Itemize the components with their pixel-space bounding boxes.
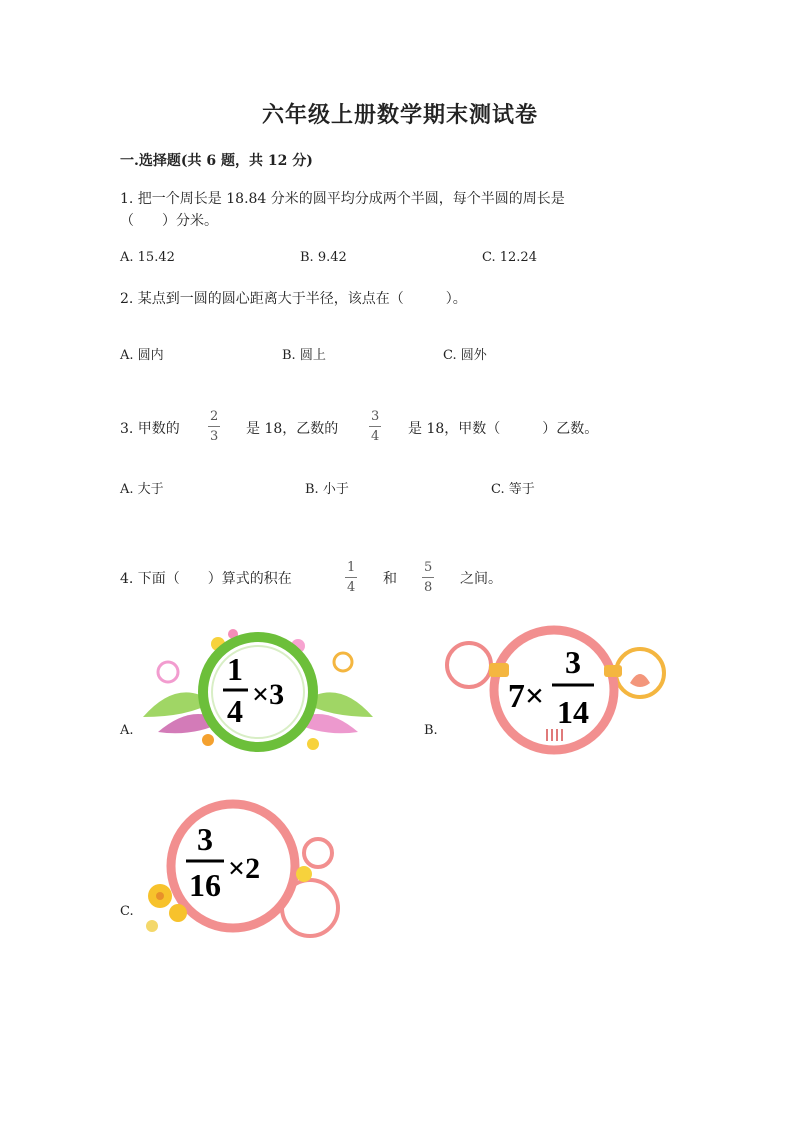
q1-option-b: B. 9.42: [300, 250, 347, 265]
q1-option-c: C. 12.24: [482, 250, 537, 265]
q4-option-a-image: [138, 622, 378, 762]
q4-option-c-multiplier: ×2: [228, 852, 261, 885]
decorative-ring-icon: [304, 839, 332, 867]
q4-option-b-image: [444, 625, 669, 755]
q4-option-c-denominator: 16: [189, 867, 221, 903]
q4-option-c-numerator: 3: [197, 821, 213, 857]
q3-fraction-2-denominator: 4: [371, 429, 380, 444]
q1-option-a: A. 15.42: [120, 250, 175, 265]
question-3-part-3: 是 18，甲数（ ）乙数。: [408, 421, 599, 437]
q4-option-c-label: C.: [120, 904, 134, 919]
q4-option-a-numerator: 1: [227, 651, 243, 687]
q4-fraction-2-denominator: 8: [424, 580, 433, 595]
question-3-part-1: 3. 甲数的: [120, 421, 180, 437]
q4-option-b-label: B.: [424, 723, 438, 738]
q3-fraction-2: [369, 410, 381, 443]
lotus-icon: [630, 674, 650, 687]
q3-fraction-1-denominator: 3: [210, 429, 219, 444]
q4-fraction-1: [345, 561, 357, 594]
decorative-ring-icon: [447, 643, 491, 687]
question-1-line-1: 1. 把一个周长是 18.84 分米的圆平均分成两个半圆，每个半圆的周长是: [120, 191, 565, 207]
q4-fraction-2: [422, 561, 434, 594]
q3-option-c: C. 等于: [491, 482, 535, 497]
q4-option-c-image: [140, 798, 345, 948]
question-3-part-2: 是 18，乙数的: [246, 421, 339, 437]
question-1-line-2: （ ）分米。: [120, 213, 218, 229]
q4-fraction-1-numerator: 1: [347, 560, 356, 575]
q4-option-b-whole: 7×: [507, 678, 545, 715]
question-4-part-1: 4. 下面（ ）算式的积在: [120, 571, 292, 587]
q4-option-a-multiplier: ×3: [252, 678, 285, 711]
q2-option-b: B. 圆上: [282, 348, 326, 363]
q3-fraction-1: [208, 410, 220, 443]
q4-option-a-label: A.: [120, 723, 134, 738]
flower-icon: [296, 866, 312, 882]
q4-fraction-1-denominator: 4: [347, 580, 356, 595]
q2-option-a: A. 圆内: [120, 348, 164, 363]
q3-option-a: A. 大于: [120, 482, 164, 497]
question-4-part-3: 之间。: [460, 571, 502, 587]
q3-fraction-2-numerator: 3: [371, 409, 380, 424]
q3-fraction-1-numerator: 2: [210, 409, 219, 424]
decorative-ring-icon: [282, 880, 338, 936]
q2-option-c: C. 圆外: [443, 348, 487, 363]
q4-option-b-denominator: 14: [557, 694, 589, 730]
section-heading: 一.选择题(共 6 题，共 12 分): [120, 153, 313, 169]
page-title: 六年级上册数学期末测试卷: [261, 102, 538, 128]
question-4-part-2: 和: [383, 571, 397, 587]
q4-option-b-numerator: 3: [565, 644, 581, 680]
decorative-ring-icon: [616, 649, 664, 697]
question-2-text: 2. 某点到一圆的圆心距离大于半径，该点在（ ）。: [120, 291, 467, 307]
q3-option-b: B. 小于: [305, 482, 349, 497]
q4-fraction-2-numerator: 5: [424, 560, 433, 575]
q4-option-a-denominator: 4: [227, 693, 243, 729]
